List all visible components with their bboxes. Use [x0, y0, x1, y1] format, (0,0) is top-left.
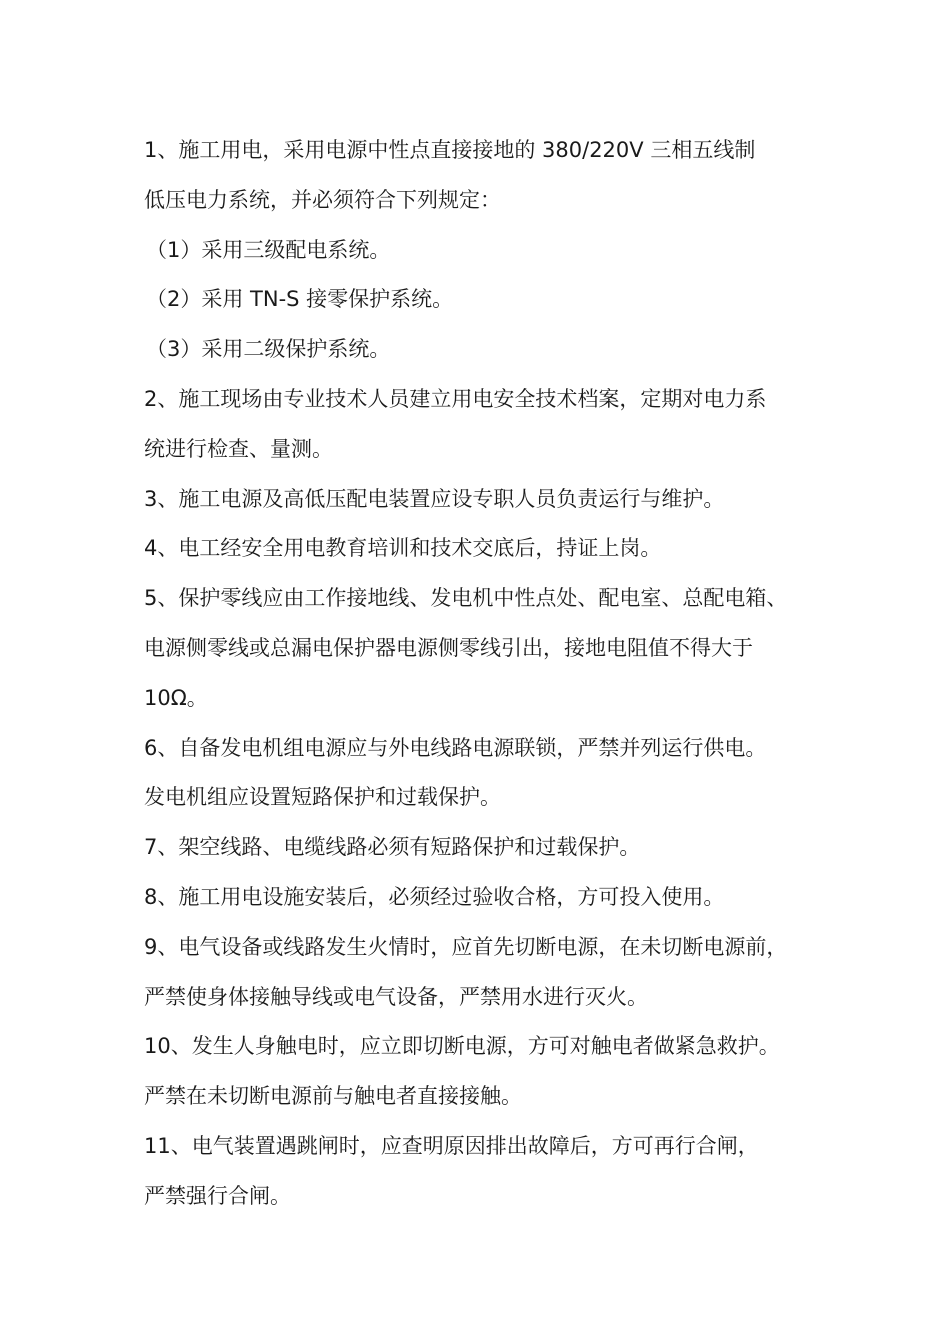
text-line: 发电机组应设置短路保护和过载保护。 — [144, 785, 501, 810]
text-line: （2）采用 TN-S 接零保护系统。 — [146, 287, 454, 312]
text-line: 统进行检查、量测。 — [144, 436, 333, 461]
text-line: 低压电力系统，并必须符合下列规定： — [144, 187, 501, 212]
text-line: 3、施工电源及高低压配电装置应设专职人员负责运行与维护。 — [144, 486, 725, 511]
text-line: 严禁在未切断电源前与触电者直接接触。 — [144, 1084, 522, 1109]
text-line: 严禁强行合闸。 — [144, 1183, 291, 1208]
text-line: 9、电气设备或线路发生火情时，应首先切断电源，在未切断电源前， — [144, 934, 788, 959]
text-line: 11、电气装置遇跳闸时，应查明原因排出故障后，方可再行合闸， — [144, 1133, 759, 1158]
text-line: 严禁使身体接触导线或电气设备，严禁用水进行灭火。 — [144, 984, 648, 1009]
text-line: 电源侧零线或总漏电保护器电源侧零线引出，接地电阻值不得大于 — [144, 635, 753, 660]
text-line: （1）采用三级配电系统。 — [146, 237, 391, 262]
document-body — [144, 126, 834, 1222]
text-line: 6、自备发电机组电源应与外电线路电源联锁，严禁并列运行供电。 — [144, 735, 767, 760]
text-line: （3）采用二级保护系统。 — [146, 337, 391, 362]
text-line: 8、施工用电设施安装后，必须经过验收合格，方可投入使用。 — [144, 884, 725, 909]
text-line: 5、保护零线应由工作接地线、发电机中性点处、配电室、总配电箱、 — [144, 586, 788, 611]
text-line: 4、电工经安全用电教育培训和技术交底后，持证上岗。 — [144, 536, 662, 561]
text-line: 2、施工现场由专业技术人员建立用电安全技术档案，定期对电力系 — [144, 386, 767, 411]
text-line: 7、架空线路、电缆线路必须有短路保护和过载保护。 — [144, 835, 641, 860]
text-line: 10Ω。 — [144, 685, 208, 710]
text-line: 1、施工用电，采用电源中性点直接接地的 380/220V 三相五线制 — [144, 138, 756, 162]
text-line: 10、发生人身触电时，应立即切断电源，方可对触电者做紧急救护。 — [144, 1034, 780, 1059]
